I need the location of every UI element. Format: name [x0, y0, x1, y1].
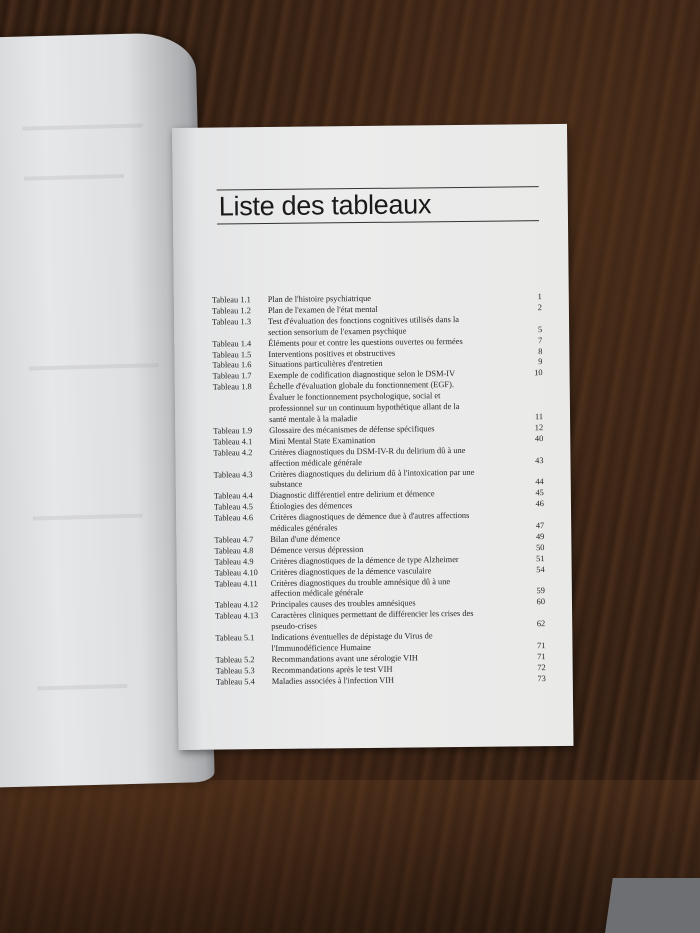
table-title — [271, 576, 525, 600]
table-title — [269, 380, 523, 426]
table-title-line: Test d'évaluation des fonctions cognitives utilisés dans la — [267, 314, 460, 326]
table-title-line: Critères diagnostiques de démence due à d'autres affections — [270, 511, 470, 523]
table-number: Tableau 1.3 — [211, 316, 252, 327]
table-number: Tableau 4.7 — [214, 535, 254, 545]
show-through-text — [33, 514, 143, 521]
page-number: 72 — [537, 662, 546, 673]
page-number: 54 — [536, 564, 545, 574]
table-number: Tableau 1.6 — [212, 360, 252, 371]
page-number: 51 — [536, 553, 545, 563]
table-title — [271, 630, 525, 654]
table-number: Tableau 4.8 — [214, 546, 254, 556]
table-title — [270, 510, 524, 534]
table-number: Tableau 4.2 — [213, 447, 253, 458]
table-list — [212, 292, 546, 688]
table-number: Tableau 1.9 — [213, 426, 253, 436]
table-number: Tableau 1.1 — [211, 295, 251, 305]
floor-corner — [605, 878, 700, 933]
table-title-line: Évaluer le fonctionnement psychologique, social et — [268, 391, 441, 403]
table-title-line: Bilan d'une démence — [270, 534, 341, 544]
table-title-line: Critères diagnostiques de la démence vasculaire — [270, 565, 432, 577]
table-title-line: Critères diagnostiques du DSM-IV-R du delirium dû à une — [269, 445, 466, 457]
show-through-text — [24, 174, 124, 181]
table-number: Tableau 5.4 — [215, 676, 255, 687]
table-title-line: substance — [269, 480, 303, 490]
table-number: Tableau 4.13 — [215, 611, 259, 621]
table-title-line: Critères diagnostiques du trouble amnésique dû à une — [270, 576, 451, 588]
page-number: 40 — [534, 433, 544, 443]
table-title — [271, 609, 525, 633]
table-number: Tableau 4.5 — [213, 502, 253, 512]
page-number: 44 — [535, 477, 544, 487]
page-title: Liste des tableaux — [218, 189, 432, 222]
table-number: Tableau 4.4 — [213, 491, 253, 501]
table-title-line: affection médicale générale — [269, 457, 362, 468]
page-number: 46 — [535, 499, 545, 509]
table-title — [269, 445, 523, 469]
page-number: 45 — [535, 488, 544, 498]
table-title-line: Maladies associées à l'infection VIH — [271, 675, 395, 686]
table-title — [268, 314, 522, 338]
right-page — [172, 124, 573, 750]
page-number: 62 — [536, 619, 546, 629]
table-number: Tableau 5.2 — [215, 655, 255, 665]
table-number: Tableau 4.6 — [214, 513, 254, 523]
show-through-text — [23, 123, 143, 130]
table-title-line: Recommandations avant une sérologie VIH — [271, 653, 418, 664]
table-title-line: Principales causes des troubles amnésiques — [270, 598, 416, 610]
table-title-line: Situations particulières d'entretien — [268, 359, 383, 370]
page-number: 2 — [537, 303, 542, 313]
page-number: 43 — [535, 455, 544, 465]
table-title — [270, 467, 524, 491]
table-title-line: professionnel sur un continuum hypothétique allant de la — [268, 402, 460, 414]
show-through-text — [37, 684, 127, 690]
show-through-text — [29, 363, 159, 370]
page-number: 12 — [534, 423, 544, 433]
table-title-line: Glossaire des mécanismes de défense spécifiques — [269, 424, 435, 435]
table-title-line: section sensorium de l'examen psychique — [268, 326, 407, 337]
table-title-line: médicales générales — [270, 523, 338, 534]
table-title-line: Plan de l'histoire psychiatrique — [267, 293, 371, 305]
table-title-line: l'Immunodéficience Humaine — [271, 642, 371, 653]
table-title-line: Recommandations après le test VIH — [271, 664, 393, 675]
table-title-line: Critères diagnostiques du delirium dû à l'intoxication par une — [269, 467, 475, 479]
table-title-line: Critères diagnostiques de la démence de type Alzheimer — [270, 554, 459, 566]
table-title-line: Éléments pour et contre les questions ouvertes ou fermées — [268, 336, 463, 348]
table-title-line: pseudo-crises — [271, 621, 317, 632]
page-number: 59 — [536, 586, 545, 596]
page-number: 60 — [536, 597, 546, 607]
table-number: Tableau 1.2 — [211, 306, 251, 316]
table-number: Tableau 1.8 — [212, 382, 252, 392]
table-number: Tableau 1.7 — [212, 371, 252, 381]
table-number: Tableau 4.11 — [214, 578, 258, 589]
page-number: 47 — [535, 521, 545, 531]
table-title-line: Interventions positives et obstructives — [268, 348, 396, 359]
table-title-line: Caractères cliniques permettant de différencier les crises des — [271, 609, 474, 621]
page-number: 10 — [534, 368, 543, 378]
page-number: 71 — [537, 641, 546, 651]
table-title-line: Démence versus dépression — [270, 544, 364, 555]
page-number: 5 — [537, 324, 543, 334]
list-item — [216, 674, 546, 688]
table-title-line: Indications éventuelles de dépistage du Virus de — [271, 631, 433, 643]
table-title-line: Échelle d'évaluation globale du fonctionnement (EGF). — [268, 380, 455, 392]
table-title-line: Mini Mental State Examination — [269, 435, 376, 446]
table-title-line: Exemple de codification diagnostique selon le DSM-IV — [268, 369, 456, 381]
table-title-line: santé mentale à la maladie — [269, 414, 358, 424]
table-number: Tableau 5.3 — [215, 665, 255, 676]
list-item — [213, 379, 543, 426]
page-number: 11 — [534, 412, 544, 422]
table-title-line: Étiologies des démences — [269, 501, 353, 512]
table-number: Tableau 1.5 — [212, 349, 252, 360]
page-number: 7 — [538, 335, 543, 345]
page-number: 1 — [537, 292, 542, 302]
table-number: Tableau 4.10 — [214, 567, 258, 578]
page-number: 73 — [537, 673, 546, 683]
table-title-line: Plan de l'examen de l'état mental — [267, 304, 378, 315]
table-number: Tableau 1.4 — [212, 338, 252, 349]
table-highlight — [0, 780, 700, 933]
table-title — [272, 674, 526, 688]
page-number: 9 — [538, 357, 543, 367]
table-number: Tableau 5.1 — [215, 633, 255, 643]
table-number: Tableau 4.12 — [214, 600, 259, 610]
table-title-line: Diagnostic différentiel entre delirium et démence — [269, 489, 435, 501]
page-number: 71 — [537, 652, 546, 662]
table-number: Tableau 4.1 — [213, 436, 253, 447]
table-number: Tableau 4.3 — [213, 469, 253, 480]
table-title-line: affection médicale générale — [270, 588, 364, 599]
page-number: 8 — [538, 346, 543, 356]
page-number: 50 — [535, 542, 545, 553]
table-number: Tableau 4.9 — [214, 556, 254, 567]
page-number: 49 — [535, 532, 545, 542]
